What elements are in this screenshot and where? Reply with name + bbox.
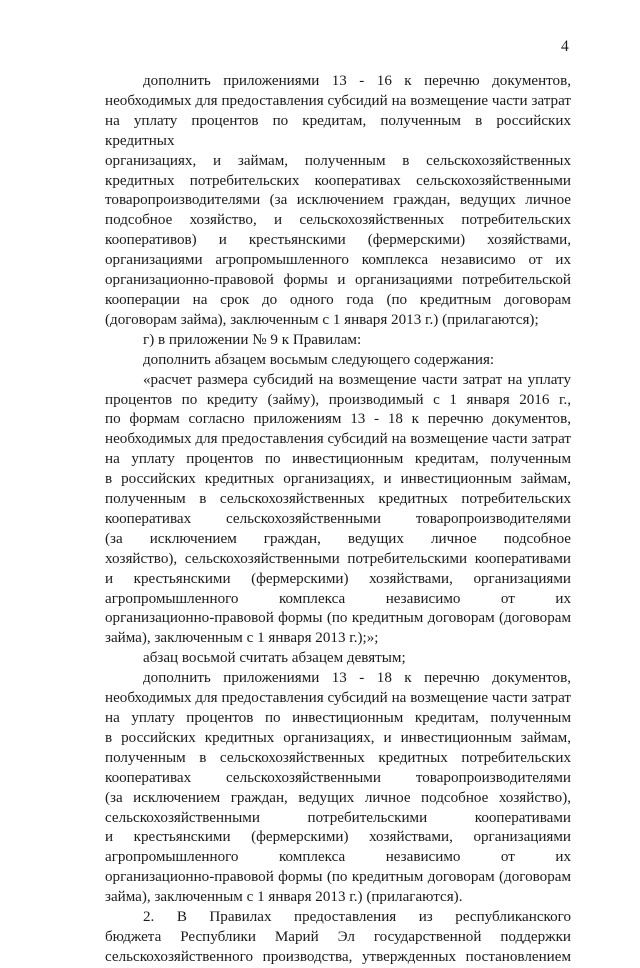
text-line: «расчет размера субсидий на возмещение части затрат на уплату [143,371,571,388]
text-line: дополнить приложениями 13 - 18 к перечню документов, [143,670,571,687]
text-line: дополнить абзацем восьмым следующего содержания: [143,351,495,368]
text-line: организациях, и займам, полученным в сельскохозяйственных [105,152,571,169]
paragraph-4 [105,371,571,650]
paragraph-1 [105,72,571,331]
text-line: по формам согласно приложениям 13 - 18 к перечню документов, [105,411,571,428]
text-line: организационно-правовой формы (по кредитным договорам (договорам [105,610,571,627]
text-line: хозяйство), сельскохозяйственными потребительскими кооперативами [105,550,571,567]
document-body [105,72,571,968]
text-line: займа), заключенным с 1 января 2013 г.);»; [105,630,379,647]
text-line: процентов по кредиту (займу), производимый с 1 января 2016 г., [105,391,571,408]
text-line: (договорам займа), заключенным с 1 января 2013 г.) (прилагаются); [105,311,539,328]
text-line: необходимых для предоставления субсидий на возмещение части затрат [105,431,571,448]
text-line: на уплату процентов по инвестиционным кредитам, полученным [105,451,571,468]
text-line: агропромышленного комплекса независимо от их [105,590,571,607]
text-line: кооперативах сельскохозяйственными товаропроизводителями [105,510,571,527]
text-line: и крестьянскими (фермерскими) хозяйствами, организациями [105,829,571,846]
text-line: займа), заключенным с 1 января 2013 г.) (прилагаются). [105,889,463,906]
text-line: полученным в сельскохозяйственных кредитных потребительских [105,749,571,766]
paragraph-7 [105,908,571,968]
text-line: агропромышленного комплекса независимо от их [105,849,571,866]
paragraph-2 [105,331,571,351]
page-number: 4 [561,38,569,55]
text-line: организационно-правовой формы (по кредитным договорам (договорам [105,869,571,886]
text-line: кооперативов) и крестьянскими (фермерскими) хозяйствами, [105,232,571,249]
text-line: организационно-правовой формы и организациями потребительской [105,272,571,289]
text-line: товаропроизводителями (за исключением граждан, ведущих личное [105,192,571,209]
paragraph-3 [105,351,571,371]
text-line: г) в приложении № 9 к Правилам: [143,331,362,348]
text-line: полученным в сельскохозяйственных кредитных потребительских [105,491,571,508]
text-line: сельскохозяйственными потребительскими кооперативами [105,809,571,826]
text-line: сельскохозяйственного производства, утвержденных постановлением [105,948,571,965]
text-line: 2. В Правилах предоставления из республиканского [143,909,571,926]
text-line: подсобное хозяйство, и сельскохозяйственных потребительских [105,212,571,229]
text-line: необходимых для предоставления субсидий на возмещение части затрат [105,690,571,707]
text-line: необходимых для предоставления субсидий на возмещение части затрат [105,92,571,109]
text-line: на уплату процентов по инвестиционным кредитам, полученным [105,710,571,726]
text-line: дополнить приложениями 13 - 16 к перечню документов, [143,73,571,89]
text-line: (за исключением граждан, ведущих личное подсобное [105,530,571,547]
text-line: абзац восьмой считать абзацем девятым; [143,650,406,667]
text-line: кооперации на срок до одного года (по кредитным договорам [105,291,571,308]
text-line: в российских кредитных организациях, и инвестиционным займам, [105,471,571,488]
text-line: бюджета Республики Марий Эл государственной поддержки [105,928,571,945]
text-line: (за исключением граждан, ведущих личное подсобное хозяйство), [105,789,571,806]
text-line: в российских кредитных организациях, и инвестиционным займам, [105,729,571,746]
text-line: и крестьянскими (фермерскими) хозяйствами, организациями [105,570,571,587]
text-line: на уплату процентов по кредитам, полученным в российских кредитных [105,112,571,149]
text-line: кооперативах сельскохозяйственными товаропроизводителями [105,769,571,786]
text-line: организациями агропромышленного комплекса независимо от их [105,252,571,269]
text-line: кредитных потребительских кооперативах сельскохозяйственными [105,172,571,189]
paragraph-5 [105,649,571,669]
paragraph-6 [105,669,571,908]
